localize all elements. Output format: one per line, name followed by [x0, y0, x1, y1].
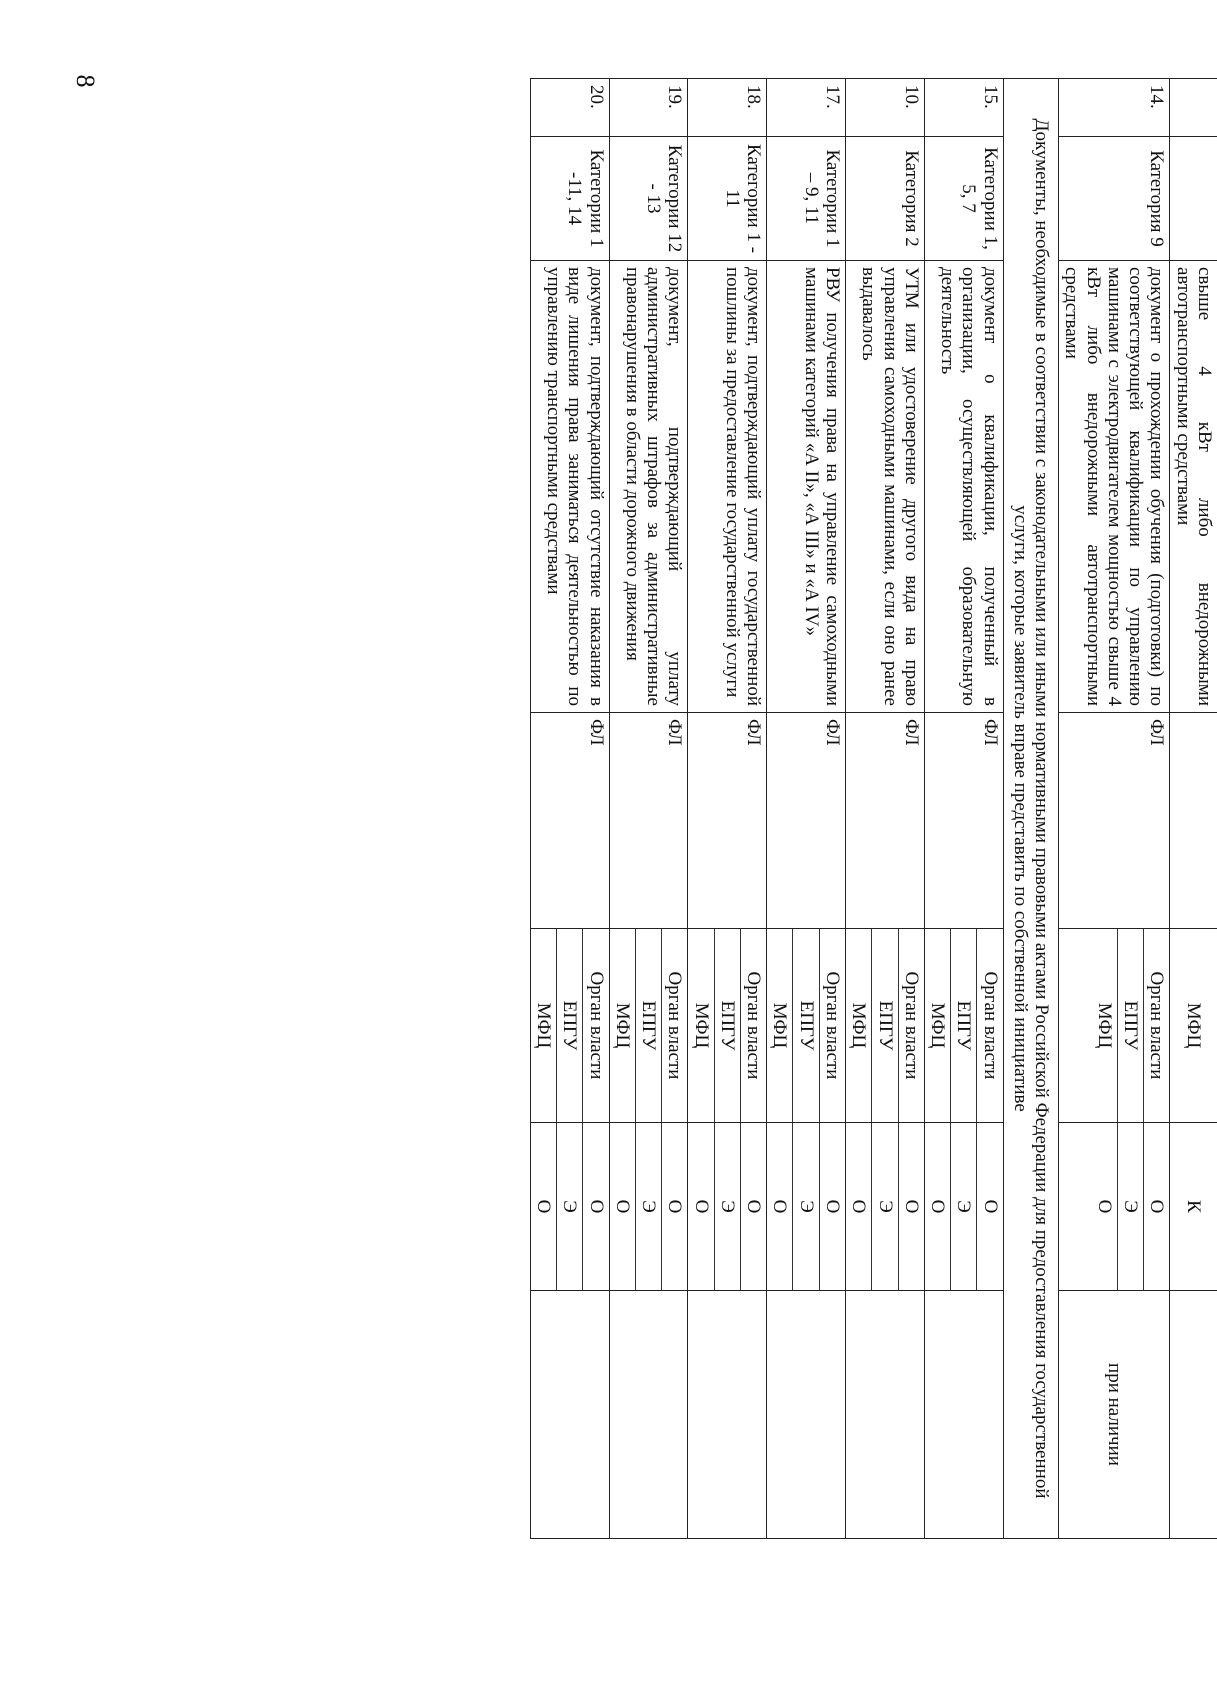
row-applicant: ФЛ [846, 713, 925, 929]
continued-description-cell: свыше 4 кВт либо внедорожными автотранспортными средствами [1170, 261, 1217, 713]
row-applicant: ФЛ [767, 713, 846, 929]
row-number: 10. [846, 79, 925, 137]
form-value: Э [871, 1123, 897, 1290]
channel-value: ЕПГУ [635, 929, 661, 1122]
form-value: О [533, 1199, 555, 1214]
row-description: документ о прохождении обучения (подготовки) по соответствующей квалификации по управлению машинами с электродвигателем мощностью свыше 4 кВт либо внедорожными автотранспортными средствами [1059, 261, 1170, 713]
form-value: О [819, 1123, 845, 1290]
continued-form-cell: К [1170, 1123, 1217, 1291]
continued-category-cell [1170, 137, 1217, 261]
row-number: 17. [767, 79, 846, 137]
channel-value: ЕПГУ [792, 929, 818, 1122]
form-value: О [769, 1199, 791, 1214]
channel-value: ЕПГУ [871, 929, 897, 1122]
row-forms [609, 1123, 688, 1291]
channel-value: МФЦ [533, 1002, 555, 1049]
form-value: О [611, 1199, 633, 1214]
continued-note-cell [1170, 1291, 1217, 1539]
row-category: Категория 2 [846, 137, 925, 261]
form-value: О [690, 1199, 712, 1214]
row-description: документ, подтверждающий отсутствие наказания в виде лишения права заниматься деятельностью по управлению транспортными средствами [530, 261, 609, 713]
row-note: при наличии [1059, 1291, 1170, 1539]
row-channels [609, 929, 688, 1123]
row-number: 14. [1059, 79, 1170, 137]
row-forms [530, 1123, 609, 1291]
row-applicant: ФЛ [924, 713, 1003, 929]
row-note [609, 1291, 688, 1539]
table-row [530, 79, 609, 1539]
form-value: Э [950, 1123, 976, 1290]
rotated-table-container [122, 78, 1217, 1538]
form-value: О [1143, 1123, 1169, 1290]
form-value: Э [1117, 1123, 1143, 1290]
form-value: О [927, 1199, 949, 1214]
row-category: Категории 1, 5, 7 [924, 137, 1003, 261]
channel-value: МФЦ [848, 1002, 870, 1049]
form-value: О [582, 1123, 608, 1290]
channel-value: МФЦ [690, 1002, 712, 1049]
row-number: 15. [924, 79, 1003, 137]
row-category: Категории 1 – 9, 11 [767, 137, 846, 261]
row-note [688, 1291, 767, 1539]
row-description: РВУ получения права на управление самоходными машинами категорий «А II», «А III» и «А IV» [767, 261, 846, 713]
documents-table [530, 78, 1217, 1539]
channel-value: МФЦ [1093, 1002, 1115, 1049]
channel-value: ЕПГУ [714, 929, 740, 1122]
channel-value: Орган власти [1143, 929, 1169, 1122]
table-row [1059, 79, 1170, 1539]
continued-row [1170, 79, 1217, 1539]
table-row [609, 79, 688, 1539]
row-category: Категории 1 - 11 [688, 137, 767, 261]
page-number: 8 [71, 74, 100, 88]
row-channels [530, 929, 609, 1123]
channel-value: ЕПГУ [556, 929, 582, 1122]
form-value: Э [635, 1123, 661, 1290]
row-note [530, 1291, 609, 1539]
channel-value: Орган власти [976, 929, 1002, 1122]
row-applicant: ФЛ [609, 713, 688, 929]
row-description: документ, подтверждающий уплату государственной пошлины за предоставление государственной услуги [688, 261, 767, 713]
channel-value: МФЦ [927, 1002, 949, 1049]
row-forms [688, 1123, 767, 1291]
table-row [767, 79, 846, 1539]
table-row [924, 79, 1003, 1539]
form-value: Э [714, 1123, 740, 1290]
row-number: 19. [609, 79, 688, 137]
form-value: Э [792, 1123, 818, 1290]
row-number: 18. [688, 79, 767, 137]
row-note [767, 1291, 846, 1539]
row-channels [1059, 929, 1170, 1123]
row-forms [846, 1123, 925, 1291]
row-forms [924, 1123, 1003, 1291]
row-description: документ, подтверждающий уплату административных штрафов за административные правонарушения в области дорожного движения [609, 261, 688, 713]
channel-value: Орган власти [661, 929, 687, 1122]
row-number: 20. [530, 79, 609, 137]
form-value: Э [556, 1123, 582, 1290]
channel-value: МФЦ [769, 1002, 791, 1049]
row-channels [688, 929, 767, 1123]
row-description: УТМ или удостоверение другого вида на право управления самоходными машинами, если оно ранее выдавалось [846, 261, 925, 713]
row-description: документ о квалификации, полученный в организации, осуществляющей образовательную деятельность [924, 261, 1003, 713]
table-row [846, 79, 925, 1539]
row-category: Категория 9 [1059, 137, 1170, 261]
section-title: Документы, необходимые в соответствии с законодательными или иными нормативными правовыми актами Российской Федерации для предоставления государственной услуги, которые заявитель вправе представить по собственной инициативе [1003, 79, 1059, 1539]
row-channels [846, 929, 925, 1123]
form-value: О [976, 1123, 1002, 1290]
row-note [924, 1291, 1003, 1539]
row-applicant: ФЛ [688, 713, 767, 929]
channel-value: ЕПГУ [1117, 929, 1143, 1122]
channel-value: Орган власти [582, 929, 608, 1122]
form-value: О [848, 1199, 870, 1214]
continued-num-cell [1170, 79, 1217, 137]
row-category: Категории 12 - 13 [609, 137, 688, 261]
continued-applicant-cell [1170, 713, 1217, 929]
form-value: О [740, 1123, 766, 1290]
row-forms [767, 1123, 846, 1291]
form-value: О [1093, 1199, 1115, 1214]
form-value: О [661, 1123, 687, 1290]
channel-value: Орган власти [819, 929, 845, 1122]
table-row [688, 79, 767, 1539]
row-note [846, 1291, 925, 1539]
row-applicant: ФЛ [530, 713, 609, 929]
section-title-row [1003, 79, 1059, 1539]
channel-value: МФЦ [611, 1002, 633, 1049]
channel-value: ЕПГУ [950, 929, 976, 1122]
row-channels [767, 929, 846, 1123]
form-value: О [898, 1123, 924, 1290]
row-channels [924, 929, 1003, 1123]
continued-channel-cell: МФЦ [1170, 929, 1217, 1123]
row-category: Категории 1 -11, 14 [530, 137, 609, 261]
row-forms [1059, 1123, 1170, 1291]
channel-value: Орган власти [740, 929, 766, 1122]
channel-value: Орган власти [898, 929, 924, 1122]
row-applicant: ФЛ [1059, 713, 1170, 929]
